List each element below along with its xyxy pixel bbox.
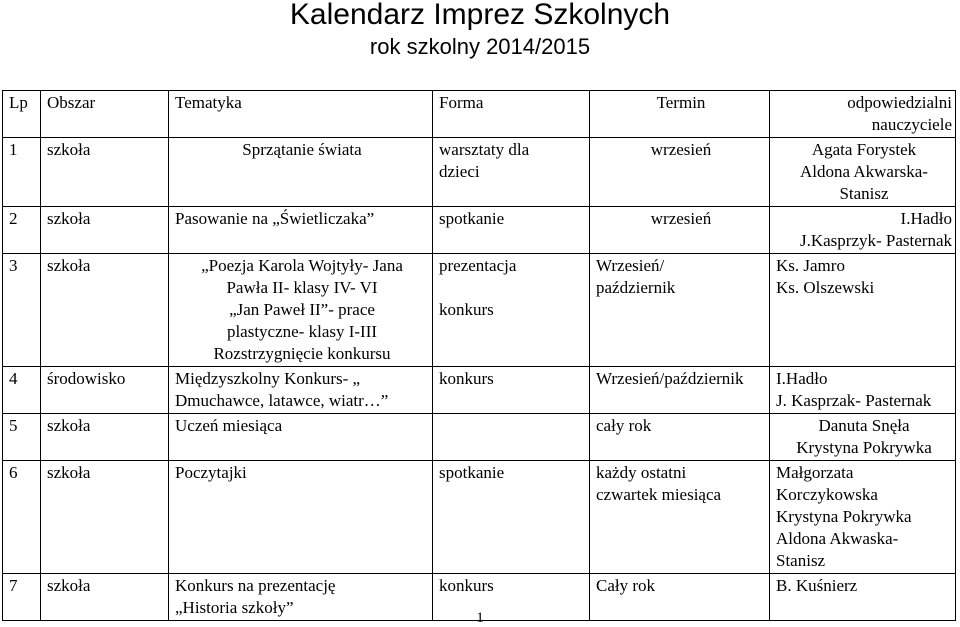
cell-termin (590, 138, 770, 207)
page-number: 1 (476, 610, 484, 626)
cell-tematyka-line: „Poezja Karola Wojtyły- Jana (201, 256, 403, 275)
cell-tematyka (169, 138, 433, 207)
cell-termin (590, 207, 770, 254)
cell-lp: 3 (3, 254, 41, 367)
cell-odpowiedzialni-line: Ks. Jamro (776, 256, 845, 275)
header-forma: Forma (433, 91, 590, 138)
cell-odpowiedzialni (770, 207, 956, 254)
cell-termin-line: cały rok (596, 416, 652, 435)
table-row (3, 461, 956, 574)
cell-lp: 2 (3, 207, 41, 254)
cell-tematyka-line: Międzyszkolny Konkurs- „ (175, 369, 361, 388)
cell-tematyka-line: „Historia szkoły” (175, 598, 294, 617)
cell-odpowiedzialni-line: B. Kuśnierz (776, 576, 858, 595)
cell-forma-line: dzieci (439, 162, 480, 181)
cell-tematyka (169, 414, 433, 461)
cell-tematyka-line: Rozstrzygnięcie konkursu (213, 344, 391, 363)
cell-termin-line: wrzesień (650, 209, 712, 228)
cell-lp: 4 (3, 367, 41, 414)
cell-tematyka-line: Pasowanie na „Świetliczaka” (175, 209, 375, 228)
cell-tematyka-line: plastyczne- klasy I-III (226, 322, 378, 341)
cell-tematyka-line: Dmuchawce, latawce, wiatr…” (175, 391, 389, 410)
cell-forma (433, 254, 590, 367)
cell-forma (433, 367, 590, 414)
cell-forma (433, 207, 590, 254)
cell-obszar: szkoła (41, 138, 169, 207)
cell-odpowiedzialni-line: Krystyna Pokrywka (776, 507, 912, 526)
cell-forma-line: warsztaty dla (439, 140, 530, 159)
cell-termin-line: wrzesień (650, 140, 712, 159)
cell-odpowiedzialni (770, 254, 956, 367)
cell-odpowiedzialni-line: Aldona Akwarska- (800, 162, 928, 181)
cell-obszar: szkoła (41, 254, 169, 367)
cell-tematyka-line: Poczytajki (175, 463, 247, 482)
cell-forma-line: prezentacja (439, 256, 517, 275)
cell-odpowiedzialni-line: Ks. Olszewski (776, 278, 875, 297)
header-odpowiedzialni-line-1: odpowiedzialni (847, 93, 952, 112)
cell-lp: 7 (3, 574, 41, 621)
cell-odpowiedzialni-line: I.Hadło (900, 209, 952, 228)
cell-forma-line: konkurs (439, 576, 494, 595)
cell-odpowiedzialni (770, 414, 956, 461)
cell-forma-line: spotkanie (439, 463, 505, 482)
cell-lp: 6 (3, 461, 41, 574)
cell-odpowiedzialni-line: J.Kasprzyk- Pasternak (799, 231, 952, 250)
cell-odpowiedzialni-line: J. Kasprzak- Pasternak (776, 391, 932, 410)
cell-tematyka-line: „Jan Paweł II”- prace (229, 300, 375, 319)
cell-obszar: szkoła (41, 461, 169, 574)
cell-termin-line: Cały rok (596, 576, 656, 595)
cell-obszar: szkoła (41, 574, 169, 621)
header-odpowiedzialni-line-2: nauczyciele (871, 115, 952, 134)
header-lp: Lp (3, 91, 41, 138)
document-header (0, 0, 960, 60)
header-odpowiedzialni (770, 91, 956, 138)
cell-termin-line: Wrzesień/październik (596, 369, 744, 388)
cell-forma (433, 138, 590, 207)
cell-tematyka-line: Uczeń miesiąca (175, 416, 283, 435)
cell-termin (590, 367, 770, 414)
cell-termin (590, 461, 770, 574)
table-row (3, 254, 956, 367)
cell-termin-line: październik (596, 278, 676, 297)
cell-forma-line (439, 277, 586, 299)
events-table-body (3, 91, 956, 621)
cell-termin-line: czwartek miesiąca (596, 485, 722, 504)
cell-termin (590, 254, 770, 367)
cell-tematyka (169, 254, 433, 367)
cell-termin-line: każdy ostatni (596, 463, 687, 482)
cell-forma-line: konkurs (439, 369, 494, 388)
cell-lp: 1 (3, 138, 41, 207)
table-row (3, 138, 956, 207)
header-tematyka: Tematyka (169, 91, 433, 138)
cell-termin (590, 414, 770, 461)
cell-tematyka-line: Konkurs na prezentację (175, 576, 336, 595)
cell-odpowiedzialni-line: Danuta Snęła (818, 416, 910, 435)
cell-odpowiedzialni-line: I.Hadło (776, 369, 828, 388)
header-obszar: Obszar (41, 91, 169, 138)
cell-odpowiedzialni (770, 367, 956, 414)
document-subtitle: rok szkolny 2014/2015 (369, 34, 591, 59)
cell-odpowiedzialni-line: Agata Forystek (811, 140, 917, 159)
cell-tematyka-line: Pawła II- klasy IV- VI (226, 278, 378, 297)
cell-tematyka-line: Sprzątanie świata (242, 140, 362, 159)
cell-odpowiedzialni-line: Aldona Akwaska- (776, 529, 899, 548)
table-row (3, 207, 956, 254)
cell-tematyka (169, 207, 433, 254)
events-table (2, 90, 956, 621)
cell-odpowiedzialni (770, 461, 956, 574)
table-row (3, 414, 956, 461)
cell-termin-line: Wrzesień/ (596, 256, 665, 275)
cell-forma-line: spotkanie (439, 209, 505, 228)
cell-forma-line (439, 415, 586, 437)
cell-odpowiedzialni-line: Krystyna Pokrywka (796, 438, 932, 457)
cell-odpowiedzialni-line: Korczykowska (776, 485, 878, 504)
cell-forma (433, 414, 590, 461)
cell-obszar: szkoła (41, 207, 169, 254)
cell-forma (433, 461, 590, 574)
cell-tematyka (169, 367, 433, 414)
cell-forma-line: konkurs (439, 300, 494, 319)
table-header-row (3, 91, 956, 138)
cell-tematyka (169, 461, 433, 574)
header-termin: Termin (590, 91, 770, 138)
cell-obszar: środowisko (41, 367, 169, 414)
cell-odpowiedzialni-line: Małgorzata (776, 463, 854, 482)
table-row (3, 367, 956, 414)
cell-lp: 5 (3, 414, 41, 461)
cell-obszar: szkoła (41, 414, 169, 461)
cell-odpowiedzialni-line: Stanisz (776, 551, 826, 570)
cell-odpowiedzialni (770, 138, 956, 207)
cell-odpowiedzialni-line: Stanisz (839, 184, 889, 203)
document-title: Kalendarz Imprez Szkolnych (289, 0, 671, 31)
